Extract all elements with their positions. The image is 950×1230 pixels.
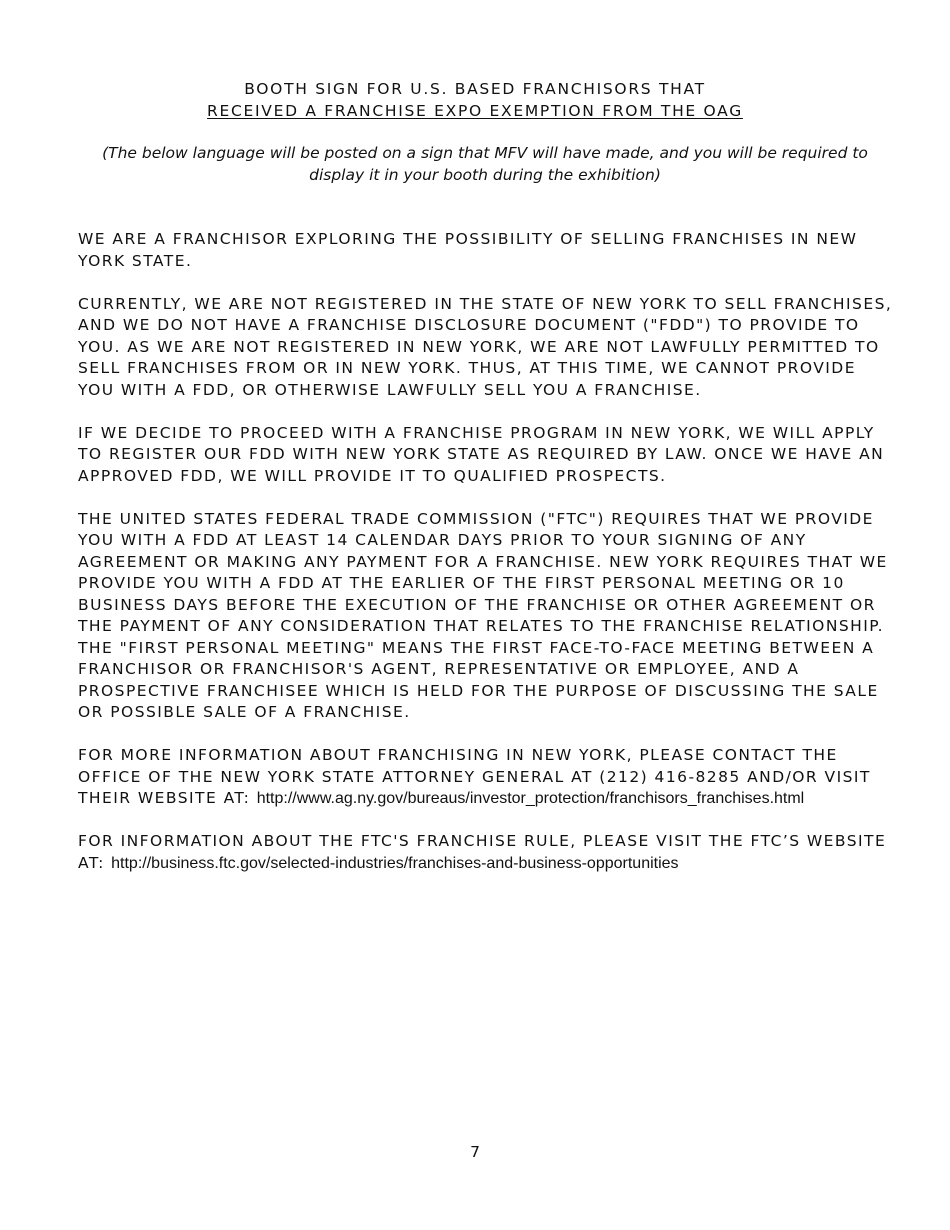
page-number: 7 <box>470 1143 480 1161</box>
sign-body <box>78 229 898 896</box>
paragraph-ftc-contact <box>78 831 898 874</box>
paragraph-ftc-requirements: THE UNITED STATES FEDERAL TRADE COMMISSION ("FTC") REQUIRES THAT WE PROVIDE YOU WITH A FDD AT LEAST 14 CALENDAR DAYS PRIOR TO YOUR SIGNING OF ANY AGREEMENT OR MAKING ANY PAYMENT FOR A FRANCHISE. NEW YORK REQUIRES THAT WE PROVIDE YOU WITH A FDD AT THE EARLIER OF THE FIRST PERSONAL MEETING OR 10 BUSINESS DAYS BEFORE THE EXECUTION OF THE FRANCHISE OR OTHER AGREEMENT OR THE PAYMENT OF ANY CONSIDERATION THAT RELATES TO THE FRANCHISE RELATIONSHIP. THE "FIRST PERSONAL MEETING" MEANS THE FIRST FACE-TO-FACE MEETING BETWEEN A FRANCHISOR OR FRANCHISOR'S AGENT, REPRESENTATIVE OR EMPLOYEE, AND A PROSPECTIVE FRANCHISEE WHICH IS HELD FOR THE PURPOSE OF DISCUSSING THE SALE OR POSSIBLE SALE OF A FRANCHISE. <box>78 509 888 721</box>
title-line-1: BOOTH SIGN FOR U.S. BASED FRANCHISORS THAT <box>244 80 706 98</box>
ftc-website-url: http://business.ftc.gov/selected-industries/franchises-and-business-opportunities <box>111 854 679 872</box>
paragraph-not-registered: CURRENTLY, WE ARE NOT REGISTERED IN THE STATE OF NEW YORK TO SELL FRANCHISES, AND WE DO NOT HAVE A FRANCHISE DISCLOSURE DOCUMENT ("FDD") TO PROVIDE TO YOU. AS WE ARE NOT REGISTERED IN NEW YORK, WE ARE NOT LAWFULLY PERMITTED TO SELL FRANCHISES FROM OR IN NEW YORK. THUS, AT THIS TIME, WE CANNOT PROVIDE YOU WITH A FDD, OR OTHERWISE LAWFULLY SELL YOU A FRANCHISE. <box>78 294 893 399</box>
ftc-contact-text: FOR INFORMATION ABOUT THE FTC'S FRANCHISE RULE, PLEASE VISIT THE FTC’S WEBSITE AT: <box>78 832 887 872</box>
nyag-website-url: http://www.ag.ny.gov/bureaus/investor_protection/franchisors_franchises.html <box>256 790 805 807</box>
instruction-note: (The below language will be posted on a sign that MFV will have made, and you will be required to display it in your booth during the exhibition) <box>102 144 868 184</box>
nyag-contact-text: FOR MORE INFORMATION ABOUT FRANCHISING IN NEW YORK, PLEASE CONTACT THE OFFICE OF THE NEW YORK STATE ATTORNEY GENERAL AT (212) 416-8285 AND/OR VISIT THEIR WEBSITE AT: <box>78 746 871 807</box>
paragraph-nyag-contact <box>78 745 898 810</box>
paragraph-exploring: WE ARE A FRANCHISOR EXPLORING THE POSSIBILITY OF SELLING FRANCHISES IN NEW YORK STATE. <box>78 230 858 270</box>
title-line-2-wrapper <box>0 101 950 122</box>
paragraph-registration-plan: IF WE DECIDE TO PROCEED WITH A FRANCHISE PROGRAM IN NEW YORK, WE WILL APPLY TO REGISTER OUR FDD WITH NEW YORK STATE AS REQUIRED BY LAW. ONCE WE HAVE AN APPROVED FDD, WE WILL PROVIDE IT TO QUALIFIED PROSPECTS. <box>78 423 885 485</box>
title-line-2: RECEIVED A FRANCHISE EXPO EXEMPTION FROM THE OAG <box>207 102 743 120</box>
